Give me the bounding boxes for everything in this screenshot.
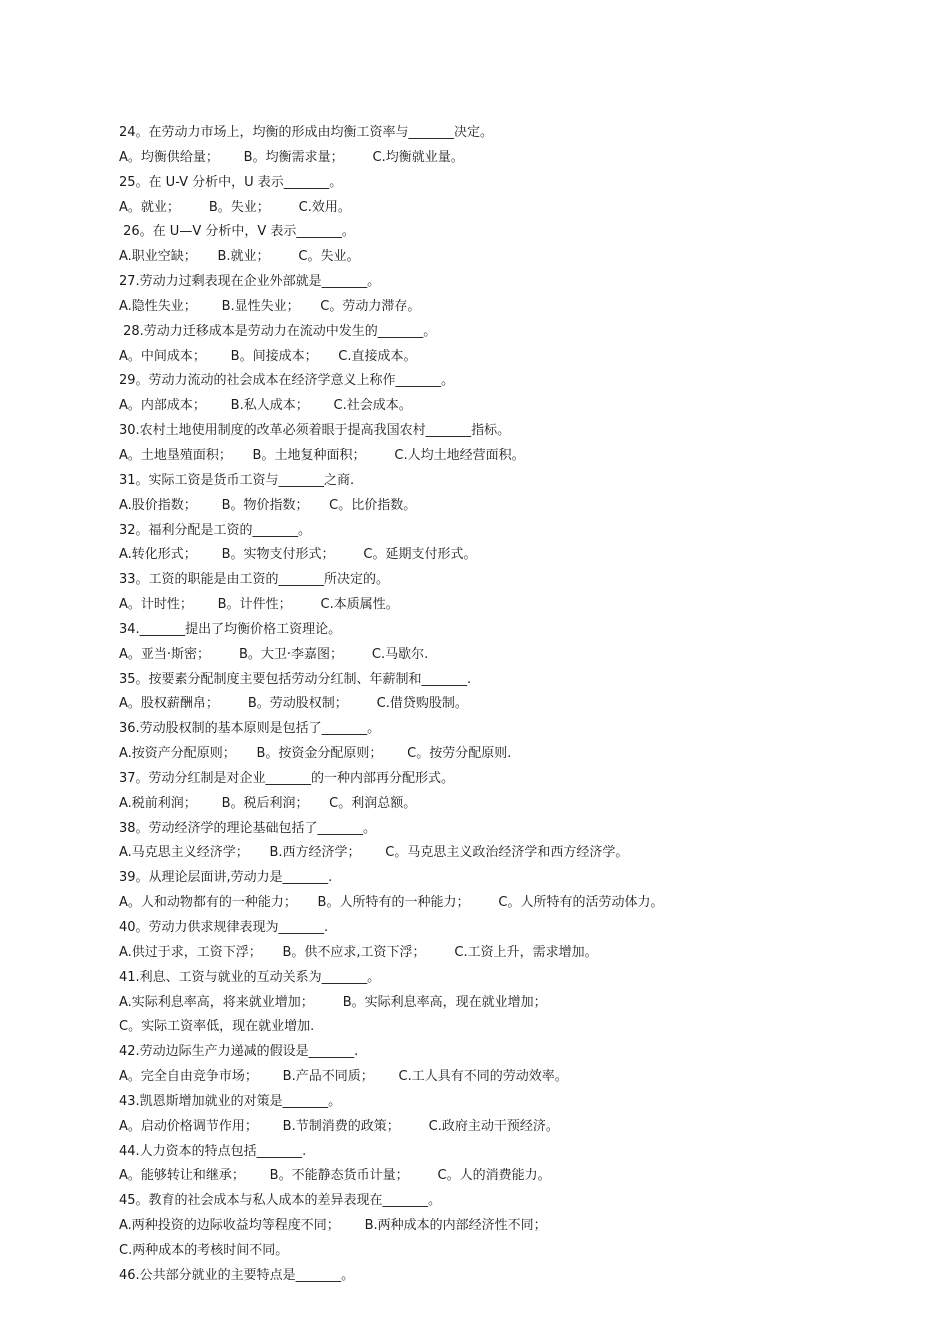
question-31: 31。实际工资是货币工资与_______之商. xyxy=(119,472,355,488)
question-37: 37。劳动分红制是对企业_______的一种内部再分配形式。 xyxy=(119,770,455,786)
question-36: 36.劳动股权制的基本原则是包括了_______。 xyxy=(119,721,381,737)
question-list xyxy=(119,121,899,1289)
question-40-options: A.供过于求，工资下浮； B。供不应求,工资下浮； C.工资上升，需求增加。 xyxy=(119,944,598,960)
question-29-options: A。内部成本； B.私人成本； C.社会成本。 xyxy=(119,398,412,414)
question-28-options: A。中间成本； B。间接成本； C.直接成本。 xyxy=(119,348,417,364)
question-26: 26。在 U—V 分析中，V 表示_______。 xyxy=(119,224,355,240)
question-46: 46.公共部分就业的主要特点是_______。 xyxy=(119,1267,355,1283)
question-28: 28.劳动力迁移成本是劳动力在流动中发生的_______。 xyxy=(119,323,437,339)
question-25: 25。在 U-V 分析中，U 表示_______。 xyxy=(119,174,343,190)
question-33: 33。工资的职能是由工资的_______所决定的。 xyxy=(119,572,390,588)
question-35: 35。按要素分配制度主要包括劳动分红制、年薪制和_______. xyxy=(119,671,472,687)
question-30-options: A。土地垦殖面积； B。土地复种面积； C.人均土地经营面积。 xyxy=(119,447,525,463)
question-42-options: A。完全自由竞争市场； B.产品不同质； C.工人具有不同的劳动效率。 xyxy=(119,1069,568,1085)
question-45: 45。教育的社会成本与私人成本的差异表现在_______。 xyxy=(119,1193,442,1209)
question-25-options: A。就业； B。失业； C.效用。 xyxy=(119,199,351,215)
question-41-options-ab: A.实际利息率高，将来就业增加； B。实际利息率高，现在就业增加； xyxy=(119,994,547,1010)
question-42: 42.劳动边际生产力递减的假设是_______. xyxy=(119,1044,359,1060)
question-27-options: A.隐性失业； B.显性失业； C。劳动力滞存。 xyxy=(119,298,421,314)
question-31-options: A.股价指数； B。物价指数； C。比价指数。 xyxy=(119,497,417,513)
question-26-options: A.职业空缺； B.就业； C。失业。 xyxy=(119,249,360,265)
question-41-options-c: C。实际工资率低，现在就业增加. xyxy=(119,1019,315,1035)
question-34-options: A。亚当·斯密； B。大卫·李嘉图； C.马歇尔. xyxy=(119,646,429,662)
question-43-options: A。启动价格调节作用； B.节制消费的政策； C.政府主动干预经济。 xyxy=(119,1118,559,1134)
question-38: 38。劳动经济学的理论基础包括了_______。 xyxy=(119,820,377,836)
question-37-options: A.税前利润； B。税后利润； C。利润总额。 xyxy=(119,795,417,811)
question-45-options-ab: A.两种投资的边际收益均等程度不同； B.两种成本的内部经济性不同； xyxy=(119,1218,547,1234)
question-40: 40。劳动力供求规律表现为_______. xyxy=(119,920,329,935)
question-30: 30.农村土地使用制度的改革必须着眼于提高我国农村_______指标。 xyxy=(119,423,511,439)
question-24-options: A。均衡供给量； B。均衡需求量； C.均衡就业量。 xyxy=(119,149,464,165)
question-33-options: A。计时性； B。计件性； C.本质属性。 xyxy=(119,597,399,613)
question-44: 44.人力资本的特点包括_______. xyxy=(119,1143,307,1159)
question-32: 32。福利分配是工资的_______。 xyxy=(119,522,312,538)
question-24: 24。在劳动力市场上，均衡的形成由均衡工资率与_______决定。 xyxy=(119,125,494,140)
question-43: 43.凯恩斯增加就业的对策是_______。 xyxy=(119,1093,342,1109)
question-44-options: A。能够转让和继承； B。不能静态货币计量； C。人的消费能力。 xyxy=(119,1168,551,1184)
question-38-options: A.马克思主义经济学； B.西方经济学； C。马克思主义政治经济学和西方经济学。 xyxy=(119,845,629,861)
question-29: 29。劳动力流动的社会成本在经济学意义上称作_______。 xyxy=(119,373,455,389)
question-35-options: A。股权薪酬帛； B。劳动股权制； C.借贷购股制。 xyxy=(119,696,468,712)
question-34: 34._______提出了均衡价格工资理论。 xyxy=(119,621,342,637)
question-39-options: A。人和动物都有的一种能力； B。人所特有的一种能力； C。人所特有的活劳动体力。 xyxy=(119,895,664,911)
question-32-options: A.转化形式； B。实物支付形式； C。延期支付形式。 xyxy=(119,547,477,563)
question-27: 27.劳动力过剩表现在企业外部就是_______。 xyxy=(119,274,381,290)
question-45-options-c: C.两种成本的考核时间不同。 xyxy=(119,1242,289,1258)
question-36-options: A.按资产分配原则； B。按资金分配原则； C。按劳分配原则. xyxy=(119,746,512,762)
question-41: 41.利息、工资与就业的互动关系为_______。 xyxy=(119,969,381,985)
question-39: 39。从理论层面讲,劳动力是_______. xyxy=(119,870,333,886)
